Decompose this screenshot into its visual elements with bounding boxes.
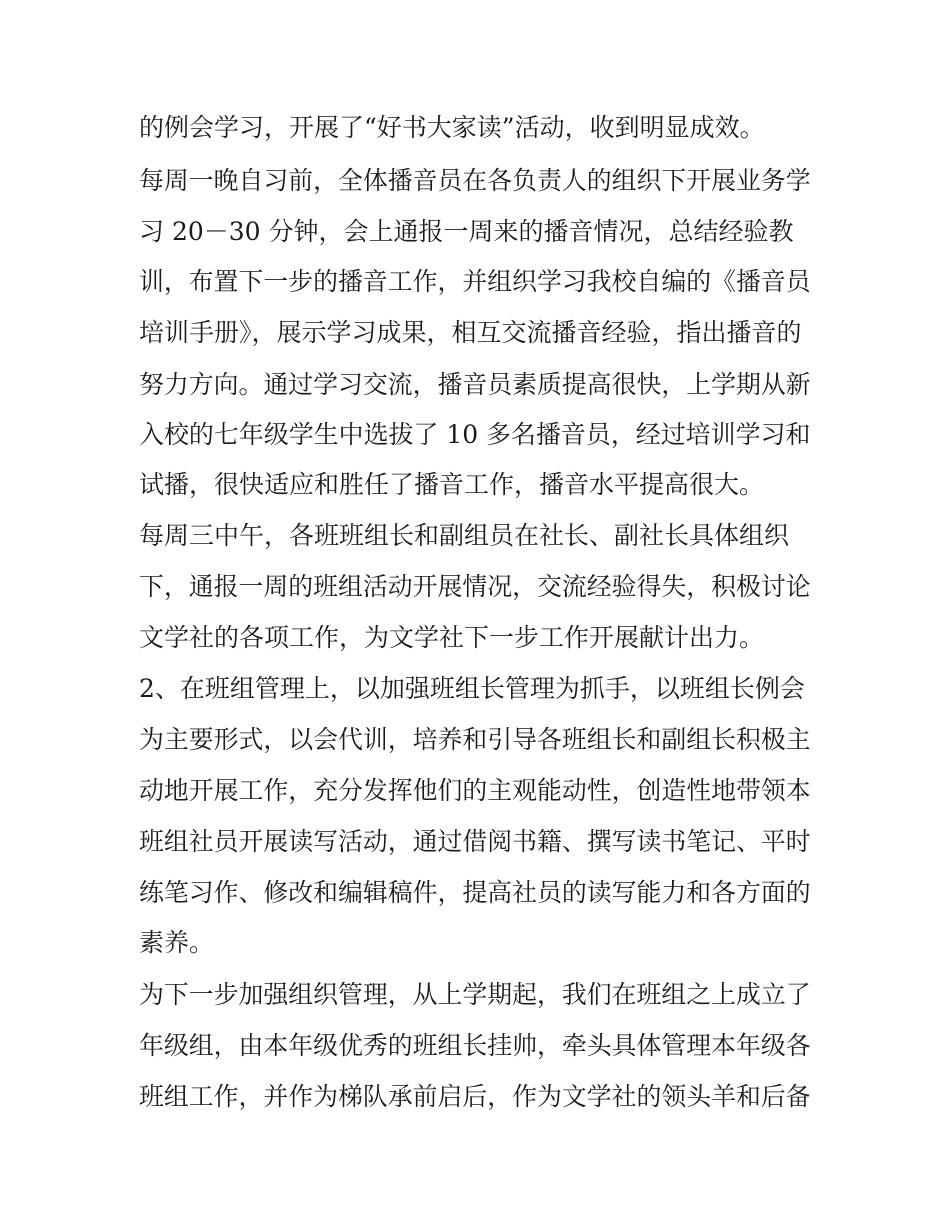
- text-line: 培训手册》，展示学习成果，相互交流播音经验，指出播音的: [139, 318, 802, 347]
- text-line: 为下一步加强组织管理，从上学期起，我们在班组之上成立了: [139, 980, 811, 1009]
- text-line: 动地开展工作，充分发挥他们的主观能动性，创造性地带领本: [139, 776, 811, 805]
- text-line: 年级组，由本年级优秀的班组长挂帅，牵头具体管理本年级各: [139, 1031, 811, 1060]
- text-line: 2、在班组管理上，以加强班组长管理为抓手，以班组长例会: [139, 674, 805, 703]
- text-line: 习 20－30 分钟，会上通报一周来的播音情况，总结经验教: [139, 217, 794, 246]
- text-line: 试播，很快适应和胜任了播音工作，播音水平提高很大。: [139, 470, 765, 499]
- text-line: 为主要形式，以会代训，培养和引导各班组长和副组长积极主: [139, 725, 811, 754]
- text-line: 下，通报一周的班组活动开展情况，交流经验得失，积极讨论: [139, 572, 811, 601]
- text-line: 班组社员开展读写活动，通过借阅书籍、撰写读书笔记、平时: [139, 827, 811, 856]
- text-line: 每周三中午，各班班组长和副组员在社长、副社长具体组织: [139, 521, 790, 550]
- text-line: 班组工作，并作为梯队承前启后，作为文学社的领头羊和后备: [139, 1082, 811, 1111]
- text-line: 训，布置下一步的播音工作，并组织学习我校自编的《播音员: [139, 267, 811, 296]
- text-line: 练笔习作、修改和编辑稿件，提高社员的读写能力和各方面的: [139, 878, 811, 907]
- text-line: 素养。: [139, 928, 215, 957]
- text-line: 的例会学习，开展了“好书大家读”活动，收到明显成效。: [139, 113, 765, 142]
- text-line: 努力方向。通过学习交流，播音员素质提高很快，上学期从新: [139, 370, 811, 399]
- text-line: 每周一晚自习前，全体播音员在各负责人的组织下开展业务学: [139, 166, 811, 195]
- text-line: 文学社的各项工作，为文学社下一步工作开展献计出力。: [139, 623, 765, 652]
- text-line: 入校的七年级学生中选拔了 10 多名播音员，经过培训学习和: [139, 420, 811, 449]
